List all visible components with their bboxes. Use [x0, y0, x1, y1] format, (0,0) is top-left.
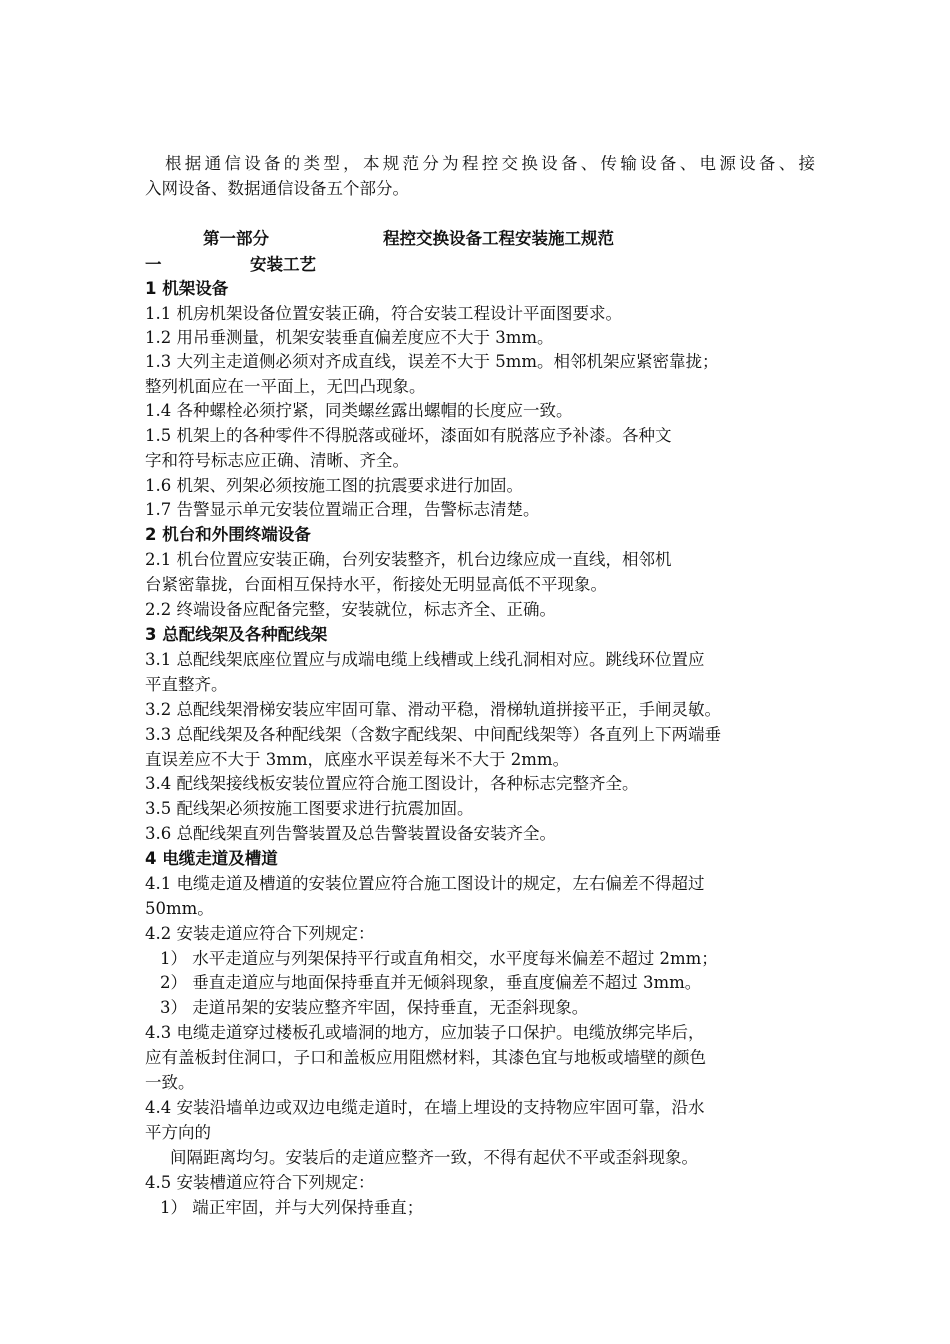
part-label: 第一部分	[203, 229, 269, 248]
heading-2: 2 机台和外围终端设备	[145, 525, 311, 544]
heading-3: 3 总配线架及各种配线架	[145, 625, 328, 644]
para-3-4: 3.4 配线架接线板安装位置应符合施工图设计，各种标志完整齐全。	[145, 774, 639, 793]
para-1-6: 1.6 机架、列架必须按施工图的抗震要求进行加固。	[145, 476, 523, 495]
para-3-6: 3.6 总配线架直列告警装置及总告警装置设备安装齐全。	[145, 824, 556, 843]
intro-line-1: 根据通信设备的类型，本规范分为程控交换设备、传输设备、电源设备、接	[165, 154, 815, 173]
para-1-4: 1.4 各种螺栓必须拧紧，同类螺丝露出螺帽的长度应一致。	[145, 401, 573, 420]
para-1-5b: 字和符号标志应正确、清晰、齐全。	[145, 451, 409, 470]
para-3-1b: 平直整齐。	[145, 675, 228, 694]
para-4-2-item-1: 1） 水平走道应与列架保持平行或直角相交，水平度每米偏差不超过 2mm；	[160, 949, 718, 968]
para-4-5: 4.5 安装槽道应符合下列规定：	[145, 1173, 375, 1192]
para-4-1b: 50mm。	[145, 899, 214, 918]
para-4-4c: 间隔距离均匀。安装后的走道应整齐一致，不得有起伏不平或歪斜现象。	[170, 1148, 698, 1167]
para-3-3a: 3.3 总配线架及各种配线架（含数字配线架、中间配线架等）各直列上下两端垂	[145, 725, 721, 744]
part-title: 程控交换设备工程安装施工规范	[383, 229, 614, 248]
para-1-5a: 1.5 机架上的各种零件不得脱落或碰坏，漆面如有脱落应予补漆。各种文	[145, 426, 672, 445]
para-1-3a: 1.3 大列主走道侧必须对齐成直线，误差不大于 5mm。相邻机架应紧密靠拢；	[145, 352, 719, 371]
para-2-1b: 台紧密靠拢，台面相互保持水平，衔接处无明显高低不平现象。	[145, 575, 607, 594]
para-4-5-item-1: 1） 端正牢固，并与大列保持垂直；	[160, 1198, 424, 1217]
para-1-1: 1.1 机房机架设备位置安装正确，符合安装工程设计平面图要求。	[145, 304, 622, 323]
para-1-2: 1.2 用吊垂测量，机架安装垂直偏差度应不大于 3mm。	[145, 328, 554, 347]
section-title: 安装工艺	[250, 255, 316, 274]
para-3-3b: 直误差应不大于 3mm，底座水平误差每米不大于 2mm。	[145, 750, 570, 769]
para-3-5: 3.5 配线架必须按施工图要求进行抗震加固。	[145, 799, 474, 818]
para-4-3b: 应有盖板封住洞口，子口和盖板应用阻燃材料，其漆色宜与地板或墙壁的颜色	[145, 1048, 706, 1067]
para-4-2: 4.2 安装走道应符合下列规定：	[145, 924, 375, 943]
para-1-7: 1.7 告警显示单元安装位置端正合理，告警标志清楚。	[145, 500, 540, 519]
para-4-2-item-3: 3） 走道吊架的安装应整齐牢固，保持垂直，无歪斜现象。	[160, 998, 589, 1017]
intro-line-2: 入网设备、数据通信设备五个部分。	[145, 179, 409, 198]
para-4-1a: 4.1 电缆走道及槽道的安装位置应符合施工图设计的规定，左右偏差不得超过	[145, 874, 705, 893]
section-number: 一	[145, 255, 162, 274]
para-2-1a: 2.1 机台位置应安装正确，台列安装整齐，机台边缘应成一直线，相邻机	[145, 550, 672, 569]
heading-4: 4 电缆走道及槽道	[145, 849, 278, 868]
para-4-4a: 4.4 安装沿墙单边或双边电缆走道时，在墙上埋设的支持物应牢固可靠，沿水	[145, 1098, 705, 1117]
para-4-3a: 4.3 电缆走道穿过楼板孔或墙洞的地方，应加装子口保护。电缆放绑完毕后，	[145, 1023, 705, 1042]
para-4-3c: 一致。	[145, 1073, 195, 1092]
para-1-3b: 整列机面应在一平面上，无凹凸现象。	[145, 377, 426, 396]
para-2-2: 2.2 终端设备应配备完整，安装就位，标志齐全、正确。	[145, 600, 556, 619]
para-4-4b: 平方向的	[145, 1123, 211, 1142]
para-3-2: 3.2 总配线架滑梯安装应牢固可靠、滑动平稳，滑梯轨道拼接平正，手闸灵敏。	[145, 700, 721, 719]
para-3-1a: 3.1 总配线架底座位置应与成端电缆上线槽或上线孔洞相对应。跳线环位置应	[145, 650, 705, 669]
heading-1: 1 机架设备	[145, 279, 229, 298]
para-4-2-item-2: 2） 垂直走道应与地面保持垂直并无倾斜现象，垂直度偏差不超过 3mm。	[160, 973, 702, 992]
